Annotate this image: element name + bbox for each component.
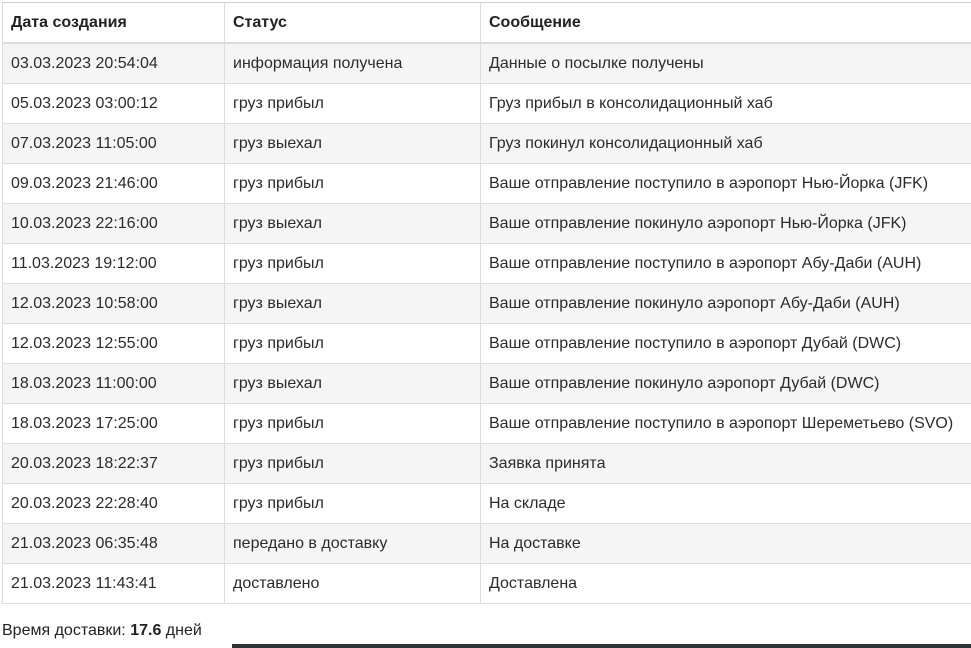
cell-status: груз выехал xyxy=(225,204,481,244)
delivery-time-label: Время доставки: xyxy=(2,622,126,639)
cell-status: груз выехал xyxy=(225,284,481,324)
cell-status: доставлено xyxy=(225,564,481,604)
cell-status: груз прибыл xyxy=(225,484,481,524)
cell-status: груз прибыл xyxy=(225,84,481,124)
cell-message: Доставлена xyxy=(481,564,971,604)
cell-message: Груз покинул консолидационный хаб xyxy=(481,124,971,164)
table-row xyxy=(3,244,971,284)
table-row xyxy=(3,564,971,604)
cell-date: 12.03.2023 10:58:00 xyxy=(3,284,225,324)
cell-date: 12.03.2023 12:55:00 xyxy=(3,324,225,364)
cell-date: 20.03.2023 22:28:40 xyxy=(3,484,225,524)
table-row xyxy=(3,124,971,164)
cell-status: передано в доставку xyxy=(225,524,481,564)
cell-message: Ваше отправление поступило в аэропорт Дубай (DWC) xyxy=(481,324,971,364)
table-row xyxy=(3,284,971,324)
table-header-row xyxy=(3,3,971,44)
table-row xyxy=(3,404,971,444)
cell-status: груз прибыл xyxy=(225,244,481,284)
cell-message: Ваше отправление поступило в аэропорт Абу-Даби (AUH) xyxy=(481,244,971,284)
cell-status: груз прибыл xyxy=(225,164,481,204)
column-header-status[interactable]: Статус xyxy=(225,3,481,44)
cell-message: Заявка принята xyxy=(481,444,971,484)
cell-message: Ваше отправление поступило в аэропорт Шереметьево (SVO) xyxy=(481,404,971,444)
cell-date: 20.03.2023 18:22:37 xyxy=(3,444,225,484)
table-row xyxy=(3,484,971,524)
tracking-history-table xyxy=(2,2,971,604)
table-row xyxy=(3,164,971,204)
cell-message: Груз прибыл в консолидационный хаб xyxy=(481,84,971,124)
cell-date: 05.03.2023 03:00:12 xyxy=(3,84,225,124)
delivery-time-value: 17.6 xyxy=(130,622,162,639)
table-body xyxy=(3,43,971,604)
table-row xyxy=(3,444,971,484)
cell-date: 11.03.2023 19:12:00 xyxy=(3,244,225,284)
cell-date: 18.03.2023 17:25:00 xyxy=(3,404,225,444)
cell-date: 10.03.2023 22:16:00 xyxy=(3,204,225,244)
cell-message: На складе xyxy=(481,484,971,524)
cell-message: Ваше отправление покинуло аэропорт Нью-Йорка (JFK) xyxy=(481,204,971,244)
cell-message: Ваше отправление покинуло аэропорт Дубай (DWC) xyxy=(481,364,971,404)
bottom-scrollbar[interactable] xyxy=(232,644,971,648)
table-row xyxy=(3,324,971,364)
table-header xyxy=(3,3,971,44)
cell-date: 21.03.2023 06:35:48 xyxy=(3,524,225,564)
cell-message: Ваше отправление поступило в аэропорт Нью-Йорка (JFK) xyxy=(481,164,971,204)
cell-message: На доставке xyxy=(481,524,971,564)
delivery-time-unit: дней xyxy=(165,622,202,639)
table-row xyxy=(3,524,971,564)
table-row xyxy=(3,364,971,404)
cell-date: 03.03.2023 20:54:04 xyxy=(3,43,225,84)
cell-status: груз прибыл xyxy=(225,444,481,484)
cell-date: 09.03.2023 21:46:00 xyxy=(3,164,225,204)
cell-status: информация получена xyxy=(225,43,481,84)
cell-date: 21.03.2023 11:43:41 xyxy=(3,564,225,604)
cell-status: груз прибыл xyxy=(225,324,481,364)
cell-message: Ваше отправление покинуло аэропорт Абу-Даби (AUH) xyxy=(481,284,971,324)
cell-status: груз прибыл xyxy=(225,404,481,444)
table-row xyxy=(3,84,971,124)
cell-date: 18.03.2023 11:00:00 xyxy=(3,364,225,404)
column-header-message[interactable]: Сообщение xyxy=(481,3,971,44)
delivery-time-summary xyxy=(2,622,202,640)
table-row xyxy=(3,204,971,244)
table-row xyxy=(3,43,971,84)
cell-status: груз выехал xyxy=(225,364,481,404)
column-header-date[interactable]: Дата создания xyxy=(3,3,225,44)
cell-message: Данные о посылке получены xyxy=(481,43,971,84)
cell-date: 07.03.2023 11:05:00 xyxy=(3,124,225,164)
cell-status: груз выехал xyxy=(225,124,481,164)
